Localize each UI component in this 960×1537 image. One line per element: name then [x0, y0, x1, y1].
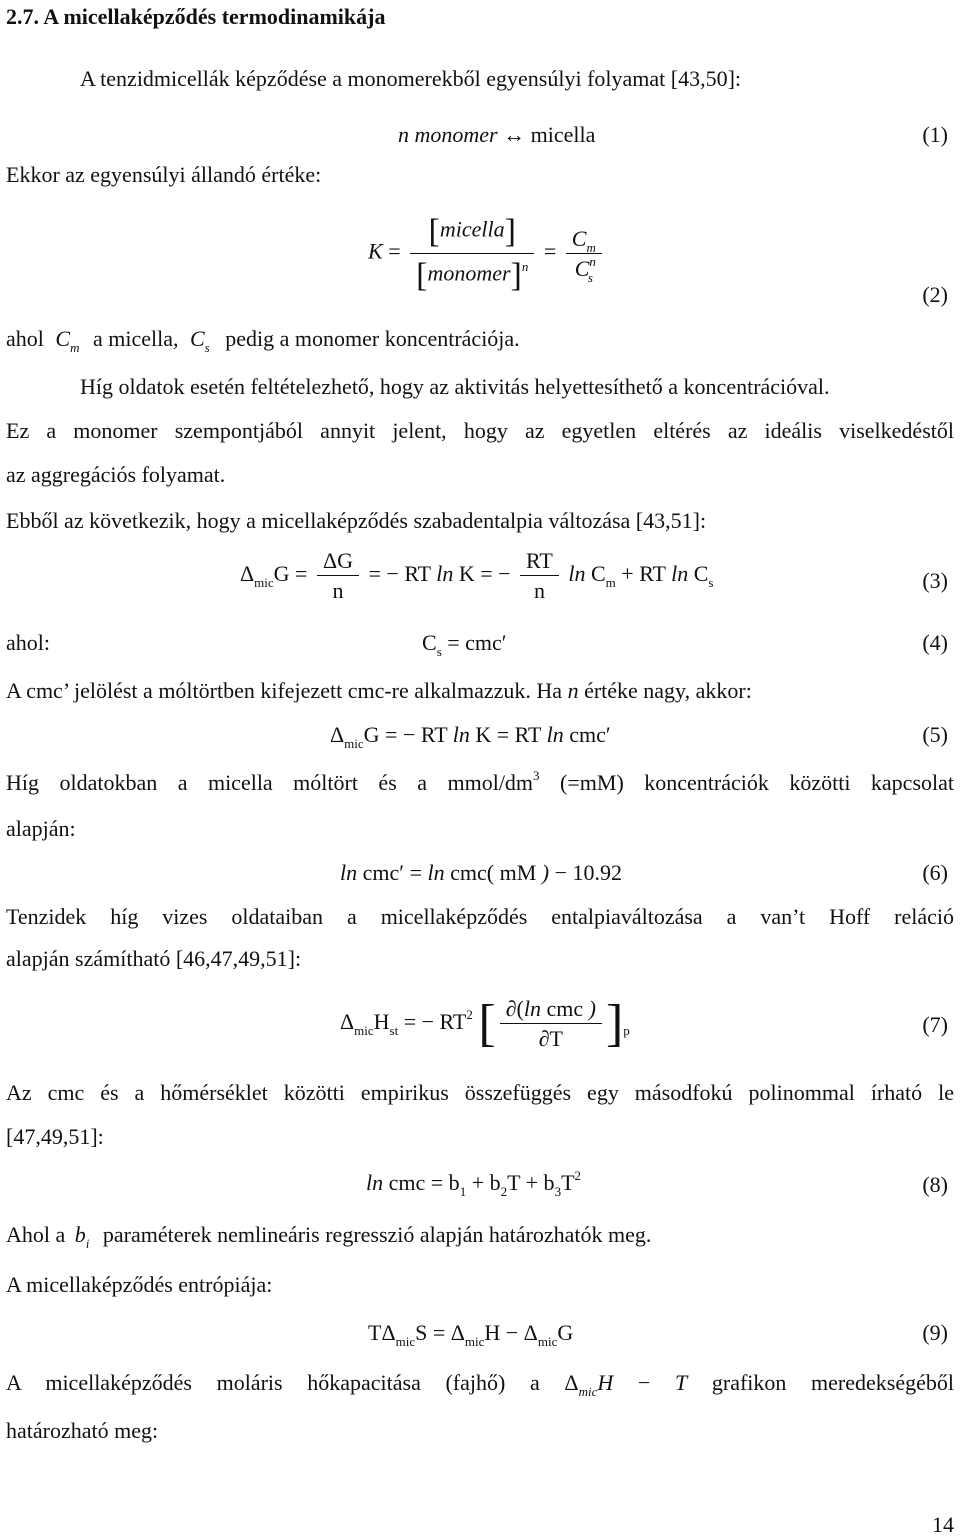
paragraph: ahol $C_m$ a micella, $C_s$ pedig a monomer koncentrációja.	[6, 326, 520, 355]
equation-number: (3)	[922, 568, 948, 593]
eq1-arrow: ↔	[503, 122, 526, 147]
paragraph: A micellaképződés entrópiája:	[6, 1272, 273, 1297]
text: ln	[427, 860, 445, 885]
page-number: 14	[932, 1512, 954, 1537]
eq2-fraction-conc	[566, 225, 602, 286]
text: értéke nagy, akkor:	[584, 678, 752, 703]
paragraph	[6, 678, 752, 703]
equation-number: (4)	[922, 630, 948, 655]
text: paraméterek nemlineáris regresszió alapján határozhatók meg.	[102, 1222, 652, 1247]
paragraph: Ahol a $b_i$ paraméterek nemlineáris regresszió alapján határozhatók meg.	[6, 1222, 652, 1251]
eq2-sub-m: m	[586, 239, 596, 255]
eq2-k: K	[368, 238, 383, 264]
paragraph: Ebből az következik, hogy a micellaképződés szabadentalpia változása [43,51]:	[6, 508, 707, 533]
paragraph-line: A micellaképződés moláris hőkapacitása (fajhő) a $\Delta_{mic}H - T$ grafikon meredekségéből	[6, 1370, 954, 1399]
superscript: 3	[533, 768, 540, 783]
paragraph-line: Ez a monomer szempontjából annyit jelent, hogy az egyetlen eltérés az ideális viselkedéstől	[6, 418, 954, 443]
equation-number: (5)	[922, 722, 948, 747]
paragraph-line: [47,49,51]:	[6, 1124, 104, 1149]
eq1-lhs: n monomer	[398, 122, 498, 147]
paragraph-line: határozható meg:	[6, 1418, 159, 1443]
paragraph: A tenzidmicellák képződése a monomerekből egyensúlyi folyamat [43,50]:	[80, 66, 742, 91]
equation-8: ln cmc = $b_1 + b_2T + b_3T^2$	[366, 1168, 582, 1199]
text: )	[541, 860, 550, 885]
equation-7: $\Delta_{mic}H_{st}$ = − $RT^2$ [ $\frac{\text{∂(ln cmc )}}{\partial T}$ ]$_p$	[340, 995, 630, 1052]
eq2-numerator: micella	[439, 216, 505, 242]
equation-4: $C_s = cmc'$	[422, 630, 507, 659]
eq2-c: C	[571, 225, 587, 251]
text: grafikon meredekségéből	[711, 1370, 954, 1395]
paragraph: ahol:	[6, 630, 50, 655]
equation-1	[398, 122, 595, 147]
equation-5: $\Delta_{mic}G$ = − RT ln K = RT ln cmc′	[330, 722, 611, 751]
text: pedig a monomer koncentrációja.	[225, 326, 520, 351]
text: − 10.92	[554, 860, 623, 885]
text: Híg oldatokban a micella móltört és a mmol/dm	[6, 770, 534, 795]
text: mM	[499, 860, 537, 885]
text: n	[567, 678, 579, 703]
text: cmc′ =	[362, 860, 422, 885]
eq2-sup-n: n	[589, 254, 596, 270]
equation-3: $\Delta_{mic}G$ = $\frac{\Delta G}{n}$ = − RT ln K = − $\frac{RT}{n}$ $\ln C_m$ + RT $\ln C_s$	[240, 548, 714, 604]
text: ahol	[6, 326, 44, 351]
eq2-sub-s: s	[587, 270, 593, 286]
text: A micellaképződés moláris hőkapacitása (fajhő) a	[6, 1370, 540, 1395]
equation-6	[340, 860, 622, 885]
paragraph-line: alapján:	[6, 816, 76, 841]
equation-number: (1)	[922, 122, 948, 147]
equation-9: $T\Delta_{mic}S = \Delta_{mic}H - \Delta_{mic}G$	[368, 1320, 574, 1349]
eq2-fraction-bracket: $\frac{\text{[micella]}}{[monomer]^n}$	[410, 212, 534, 295]
eq2-denominator: monomer	[427, 260, 511, 286]
paragraph-line: Tenzidek híg vizes oldataiban a micellaképződés entalpiaváltozása a van’t Hoff reláció	[6, 904, 954, 929]
eq2-exponent: n	[521, 258, 529, 274]
equation-number: (8)	[922, 1172, 948, 1197]
text: Ahol a	[6, 1222, 66, 1247]
equation-number: (7)	[922, 1012, 948, 1037]
text: A cmc’ jelölést a móltörtben kifejezett cmc-re alkalmazzuk. Ha	[6, 678, 563, 703]
equation-number: (6)	[922, 860, 948, 885]
text: cmc(	[450, 860, 495, 885]
text: (=mM) koncentrációk közötti kapcsolat	[560, 770, 954, 795]
equation-2: K = $\frac{\text{[micella]}}{[monomer]^n}$ = $\frac{C_m}{C^n_s}$	[368, 212, 606, 295]
paragraph: Híg oldatok esetén feltételezhető, hogy az aktivitás helyettesíthető a koncentrációval.	[80, 374, 830, 399]
paragraph-line	[6, 770, 954, 795]
paragraph: Ekkor az egyensúlyi állandó értéke:	[6, 162, 322, 187]
eq2-c: C	[574, 256, 590, 282]
paragraph-line: Az cmc és a hőmérséklet közötti empirikus összefüggés egy másodfokú polinommal írható le	[6, 1080, 954, 1105]
text: a micella,	[92, 326, 179, 351]
text: ln	[340, 860, 358, 885]
section-heading: 2.7. A micellaképződés termodinamikája	[6, 4, 386, 29]
equation-number: (9)	[922, 1320, 948, 1345]
paragraph-line: alapján számítható [46,47,49,51]:	[6, 946, 302, 971]
equation-number: (2)	[922, 282, 948, 307]
eq1-rhs: micella	[530, 122, 596, 147]
paragraph-line: az aggregációs folyamat.	[6, 462, 226, 487]
